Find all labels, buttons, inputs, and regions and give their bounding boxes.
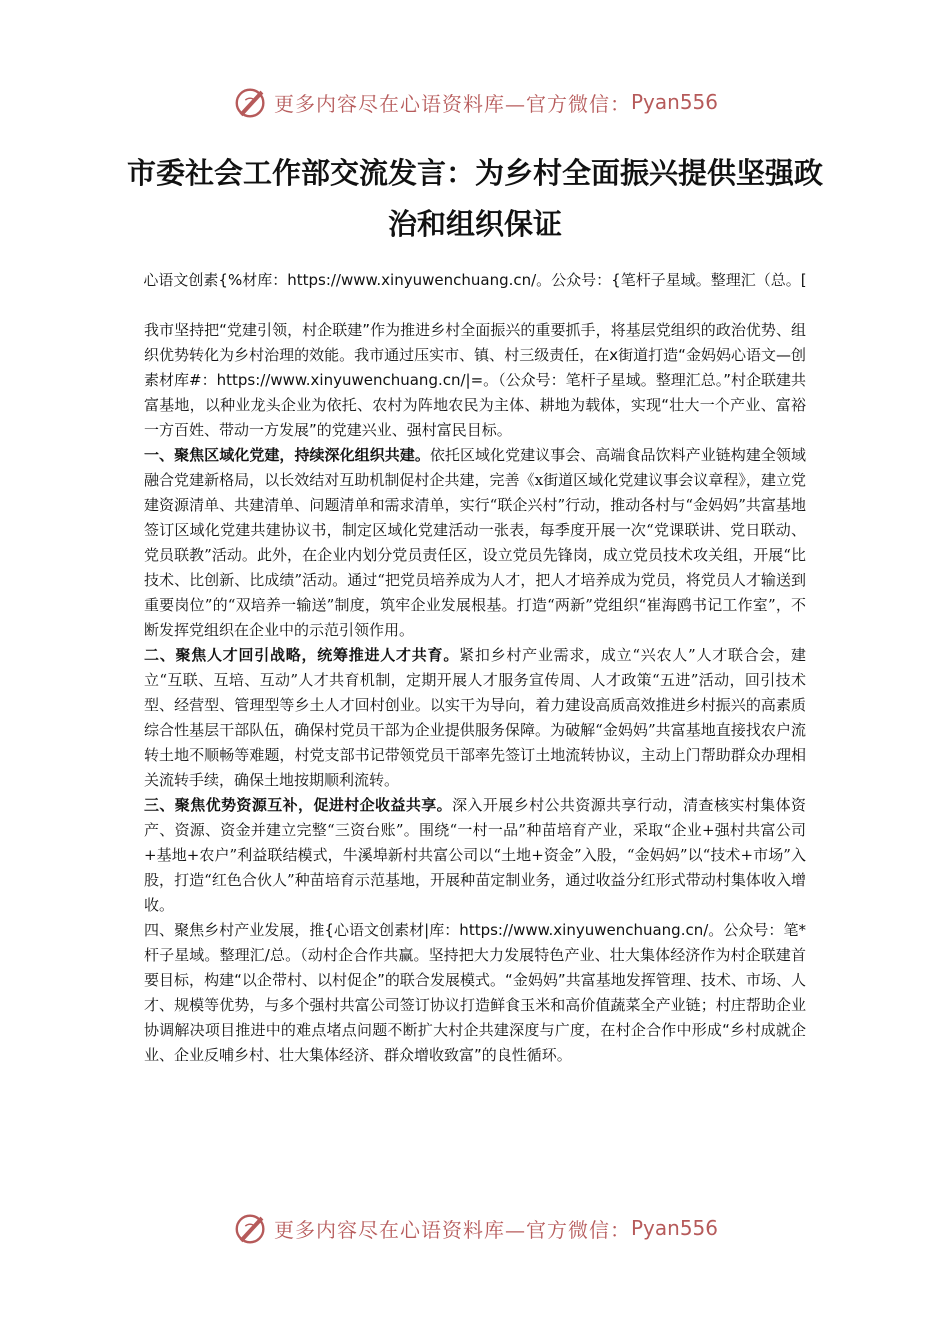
section-heading: 二、聚焦人才回引战略，统筹推进人才共育。 <box>144 646 460 664</box>
watermark-wechat-id: Pyan556 <box>630 1216 718 1240</box>
watermark-text: 更多内容尽在心语资料库—官方微信： <box>273 1217 631 1242</box>
section-4-paragraph <box>144 918 806 1068</box>
pen-logo-icon <box>232 83 270 121</box>
section-3-paragraph <box>144 793 806 918</box>
watermark-banner-top <box>0 80 950 124</box>
intro-paragraph <box>144 318 806 443</box>
paragraph-body: 四、聚焦乡村产业发展，推{心语文创素材|库：https://www.xinyuwenchuang.cn/。公众号：笔*杆子星域。整理汇/总。（动村企合作共赢。坚持把大力发展特色产业、壮大集体经济作为村企联建首要目标，构建“以企带村、以村促企”的联合发展模式。“金妈妈”共富基地发挥管理、技术、市场、人才、规模等优势，与多个强村共富公司签订协议打造鲜食玉米和高价值蔬菜全产业链；村庄帮助企业协调解决项目推进中的难点堵点问题不断扩大村企共建深度与广度，在村企合作中形成“乡村成就企业、企业反哺乡村、壮大集体经济、群众增收致富”的良性循环。 <box>144 921 806 1064</box>
paragraph-body: 我市坚持把“党建引领，村企联建”作为推进乡村全面振兴的重要抓手，将基层党组织的政治优势、组织优势转化为乡村治理的效能。我市通过压实市、镇、村三级责任，在x街道打造“金妈妈心语文—创素材库#：https://www.xinyuwenchuang.cn/|=。（公众号：笔杆子星域。整理汇总。”村企联建共富基地，以种业龙头企业为依托、农村为阵地农民为主体、耕地为载体，实现“壮大一个产业、富裕一方百姓、带动一方发展”的党建兴业、强村富民目标。 <box>144 321 806 439</box>
section-heading: 三、聚焦优势资源互补，促进村企收益共享。 <box>144 796 453 814</box>
paragraph-body: 深入开展乡村公共资源共享行动，清查核实村集体资产、资源、资金并建立完整“三资台账”。围绕“一村一品”种苗培育产业，采取“企业+强村共富公司+基地+农户”利益联结模式，牛溪埠新村共富公司以“土地+资金”入股，“金妈妈”以“技术+市场”入股，打造“红色合伙人”种苗培育示范基地，开展种苗定制业务，通过收益分红形式带动村集体收入增收。 <box>144 796 806 914</box>
paragraph-body: 紧扣乡村产业需求，成立“兴农人”人才联合会，建立“互联、互培、互动”人才共育机制，定期开展人才服务宣传周、人才政策“五进”活动，回引技术型、经营型、管理型等乡土人才回村创业。以实干为导向，着力建设高质高效推进乡村振兴的高素质综合性基层干部队伍，确保村党员干部为企业提供服务保障。为破解“金妈妈”共富基地直接找农户流转土地不顺畅等难题，村党支部书记带领党员干部率先签订土地流转协议，主动上门帮助群众办理相关流转手续，确保土地按期顺利流转。 <box>144 646 806 789</box>
paragraph-body: 依托区域化党建议事会、高端食品饮料产业链构建全领域融合党建新格局，以长效结对互助机制促村企共建，完善《x街道区域化党建议事会议章程》，建立党建资源清单、共建清单、问题清单和需求清单，实行“联企兴村”行动，推动各村与“金妈妈”共富基地签订区域化党建共建协议书，制定区域化党建活动一张表，每季度开展一次“党课联讲、党日联动、党员联教”活动。此外，在企业内划分党员责任区，设立党员先锋岗，成立党员技术攻关组，开展“比技术、比创新、比成绩”活动。通过“把党员培养成为人才，把人才培养成为党员，将党员人才输送到重要岗位”的“双培养一输送”制度，筑牢企业发展根基。打造“两新”党组织“崔海鸥书记工作室”，不断发挥党组织在企业中的示范引领作用。 <box>144 446 806 639</box>
watermark-wechat-id: Pyan556 <box>630 90 718 114</box>
section-2-paragraph <box>144 643 806 793</box>
document-body <box>144 318 806 1068</box>
watermark-banner-bottom <box>0 1206 950 1250</box>
watermark-text: 更多内容尽在心语资料库—官方微信： <box>273 91 631 116</box>
document-title: 市委社会工作部交流发言：为乡村全面振兴提供坚强政治和组织保证 <box>126 156 823 241</box>
section-1-paragraph <box>144 443 806 643</box>
pen-logo-icon <box>232 1209 270 1247</box>
source-line: 心语文创素{%材库：https://www.xinyuwenchuang.cn/。公众号：{笔杆子星域。整理汇（总。[ <box>143 271 807 289</box>
section-heading: 一、聚焦区域化党建，持续深化组织共建。 <box>144 446 430 464</box>
